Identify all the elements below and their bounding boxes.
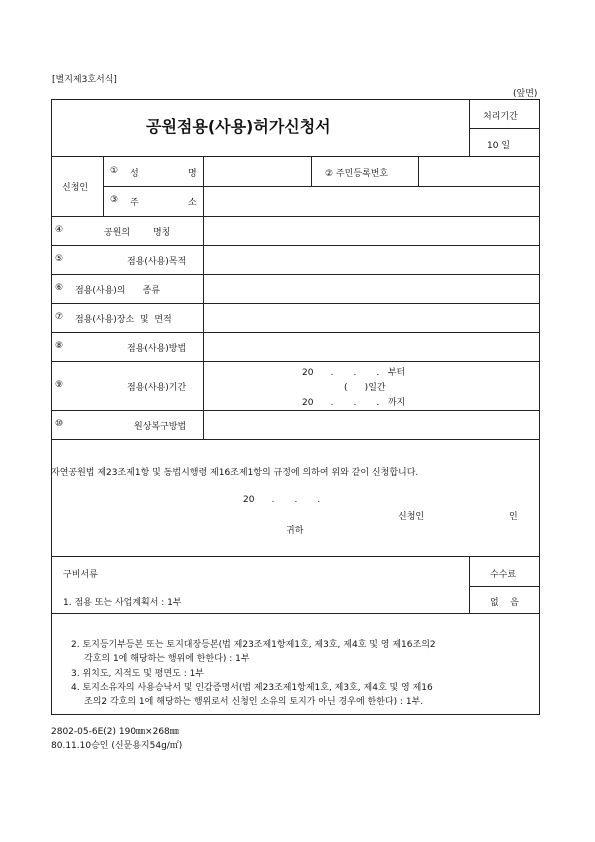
addressee-label: 귀하 xyxy=(286,526,304,536)
processing-period-value: 10 일 xyxy=(487,141,511,151)
period-start: 20 . . . 부터 xyxy=(302,368,406,378)
row-7-label: 점용(사용)장소 및 면적 xyxy=(75,315,172,325)
doc-item-3: 3. 위치도, 지적도 및 평면도 : 1부 xyxy=(71,669,205,679)
name-label-a: 성 xyxy=(130,169,139,179)
row-4-label: 공원의 명칭 xyxy=(104,228,171,238)
applicant-signature-label: 신청인 xyxy=(398,512,425,522)
row-10-number: ⑩ xyxy=(55,419,64,429)
address-label-a: 주 xyxy=(130,198,139,208)
name-number: ① xyxy=(110,166,119,176)
seal-label: 인 xyxy=(509,512,518,522)
doc-item-4-cont: 조의2 각호의 1에 해당하는 행위로서 신청인 소유의 토지가 아닌 경우에 한한다) : 1부. xyxy=(84,697,424,707)
doc-item-2-cont: 각호의 1에 해당하는 행위에 한한다) : 1부 xyxy=(84,654,250,664)
period-days: ( )일간 xyxy=(344,383,386,393)
row-7-number: ⑦ xyxy=(55,312,64,322)
row-9-label: 점용(사용)기간 xyxy=(127,383,187,393)
form-code: 2802-05-6E(2) 190㎜×268㎜ xyxy=(51,727,179,737)
row-5-number: ⑤ xyxy=(55,254,64,264)
row-9-number: ⑨ xyxy=(55,380,64,390)
applicant-group-label: 신청인 xyxy=(62,183,89,193)
form-label: [별지제3호서식] xyxy=(52,75,117,85)
row-5-label: 점용(사용)목적 xyxy=(127,257,187,267)
doc-item-1: 1. 점용 또는 사업계획서 : 1부 xyxy=(63,598,182,608)
row-10-label: 원상복구방법 xyxy=(134,422,187,432)
approval-note: 80.11.10승인 (신문용지54g/㎡) xyxy=(51,741,183,751)
form-title: 공원점용(사용)허가신청서 xyxy=(146,117,331,136)
statement-text: 자연공원법 제23조제1항 및 동법시행령 제16조제1항의 규정에 의하여 위와 같이 신청합니다. xyxy=(51,468,419,478)
rrn-label: ② 주민등록번호 xyxy=(325,169,389,179)
name-label-b: 명 xyxy=(188,169,197,179)
doc-item-4: 4. 토지소유자의 사용승낙서 및 인감증명서(법 제23조제1항제1호, 제3호, 제4호 및 영 제16 xyxy=(71,683,433,693)
application-date: 20 . . . xyxy=(243,495,321,505)
row-8-label: 점용(사용)방법 xyxy=(127,344,187,354)
fee-value: 없 음 xyxy=(490,598,519,608)
period-end: 20 . . . 까지 xyxy=(302,398,406,408)
side-label: (앞면) xyxy=(513,89,538,99)
row-4-number: ④ xyxy=(55,225,64,235)
row-6-label: 점용(사용)의 종류 xyxy=(75,286,161,296)
required-docs-label: 구비서류 xyxy=(63,570,98,580)
row-8-number: ⑧ xyxy=(55,341,64,351)
doc-item-2: 2. 토지등기부등본 또는 토지대장등본(법 제23조제1항제1호, 제3호, 제4호 및 영 제16조의2 xyxy=(71,640,436,650)
row-6-number: ⑥ xyxy=(55,283,64,293)
address-number: ③ xyxy=(110,195,119,205)
fee-label: 수수료 xyxy=(490,570,517,580)
form-frame xyxy=(51,99,540,715)
address-label-b: 소 xyxy=(188,198,197,208)
processing-period-label: 처리기간 xyxy=(483,112,518,122)
